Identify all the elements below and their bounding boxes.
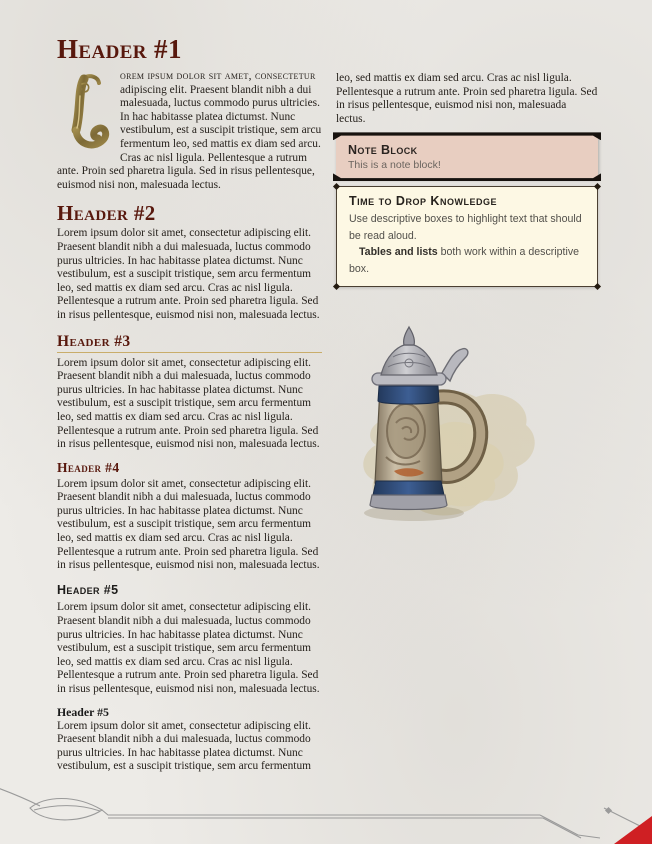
section: [57, 706, 322, 774]
body-paragraph: Lorem ipsum dolor sit amet, consectetur adipiscing elit. Praesent blandit nibh a dui malesuada, luctus commodo purus ultricies. In hac habitasse platea dictumst. Nunc vestibulum, est a suscipit tristique, sem arcu fermentum leo, sed mattis ex diam sed arcu. Cras ac nisl ligula. Pellentesque a rutrum ante. Proin sed pharetra ligula. Sed in risus pellentesque, euismod nisi non, malesuada lectus.: [57, 227, 320, 321]
note-block: [336, 135, 598, 178]
section-heading-h4: Header #4: [57, 459, 120, 475]
body-paragraph: Lorem ipsum dolor sit amet, consectetur adipiscing elit. Praesent blandit nibh a dui malesuada, luctus commodo purus ultricies. In hac habitasse platea dictumst. Nunc vestibulum, est a suscipit tristique, sem arcu fermentum leo, sed mattis ex diam sed arcu. Cras ac nisl ligula. Pellentesque a rutrum ante. Proin sed pharetra ligula. Sed in risus pellentesque, euismod nisi non, malesuada lectus.: [57, 356, 320, 451]
stein-lid: [381, 345, 437, 375]
corner-diamond-icon: [594, 283, 601, 290]
corner-diamond-icon: [333, 183, 340, 190]
footer-decoration: [0, 780, 652, 844]
note-body: This is a note block!: [348, 159, 441, 172]
body-paragraph: Lorem ipsum dolor sit amet, consectetur adipiscing elit. Praesent blandit nibh a dui malesuada, luctus commodo purus ultricies. In hac habitasse platea dictumst. Nunc vestibulum, est a suscipit tristique, sem arcu fermentum leo, sed mattis ex diam sed arcu. Cras ac nisl ligula. Pellentesque a rutrum ante. Proin sed pharetra ligula. Sed in risus pellentesque, euismod nisi non, malesuada lectus.: [57, 601, 320, 696]
beer-stein-illustration: [336, 325, 548, 527]
section: [57, 333, 322, 452]
descriptive-box-body: Use descriptive boxes to highlight text that should be read aloud.: [349, 213, 582, 242]
left-column: [57, 36, 322, 776]
footer-dot: [605, 807, 612, 814]
section: [57, 461, 322, 573]
section-heading-h1: Header #1: [57, 34, 182, 64]
section: [57, 203, 322, 322]
note-border-bottom: [333, 173, 601, 181]
section: [57, 584, 322, 697]
red-corner-triangle: [614, 816, 652, 844]
body-paragraph: Lorem ipsum dolor sit amet, consectetur adipiscing elit. Praesent blandit nibh a dui malesuada, luctus commodo purus ultricies. In hac habitasse platea dictumst. Nunc vestibulum, est a suscipit tristique, sem arcu fermentum: [57, 719, 312, 773]
body-paragraph: Lorem ipsum dolor sit amet, consectetur adipiscing elit. Praesent blandit nibh a dui malesuada, luctus commodo purus ultricies. In hac habitasse platea dictumst. Nunc vestibulum, est a suscipit tristique, sem arcu fermentum leo, sed mattis ex diam sed arcu. Cras ac nisl ligula. Pellentesque a rutrum ante. Proin sed pharetra ligula. Sed in risus pellentesque, euismod nisi non, malesuada lectus.: [57, 477, 320, 572]
body-paragraph: [57, 70, 322, 192]
section-heading-h5: Header #5: [57, 582, 119, 597]
section-heading-h2: Header #2: [57, 201, 156, 226]
illustration-container: [336, 325, 598, 532]
bold-lead: Tables and lists: [359, 246, 438, 259]
continuation-paragraph: leo, sed mattis ex diam sed arcu. Cras ac nisl ligula. Pellentesque a rutrum ante. Proin sed pharetra ligula. Sed in risus pellentesque, euismod nisi non, malesuada lectus.: [336, 72, 598, 125]
section-heading-h6: Header #5: [57, 704, 109, 719]
leaf-flourish: [0, 788, 40, 806]
corner-diamond-icon: [333, 283, 340, 290]
note-title: Note Block: [348, 143, 418, 158]
dropcap-letter-l: [57, 72, 113, 156]
note-border-top: [333, 132, 601, 140]
descriptive-box-line2: [349, 244, 585, 277]
right-column: [336, 72, 598, 532]
descriptive-box-title: Time to Drop Knowledge: [349, 194, 497, 209]
section-heading-h3: Header #3: [57, 333, 322, 353]
line2-rest: both work within a descriptive box.: [349, 246, 580, 275]
section: [57, 36, 322, 192]
paragraph-text: adipiscing elit. Praesent blandit nibh a dui malesuada, luctus commodo purus ultricies. In hac habitasse platea dictumst. Nunc vestibulum, est a suscipit tristique, sem arcu fermentum leo, sed mattis ex diam sed arcu. Cras ac nisl ligula. Pellentesque a rutrum ante. Proin sed pharetra ligula. Sed in risus pellentesque, euismod nisi non, malesuada lectus.: [57, 83, 322, 191]
descriptive-box: [336, 186, 598, 287]
corner-diamond-icon: [594, 183, 601, 190]
lead-smallcaps: orem ipsum dolor sit amet, consectetur: [120, 70, 316, 82]
